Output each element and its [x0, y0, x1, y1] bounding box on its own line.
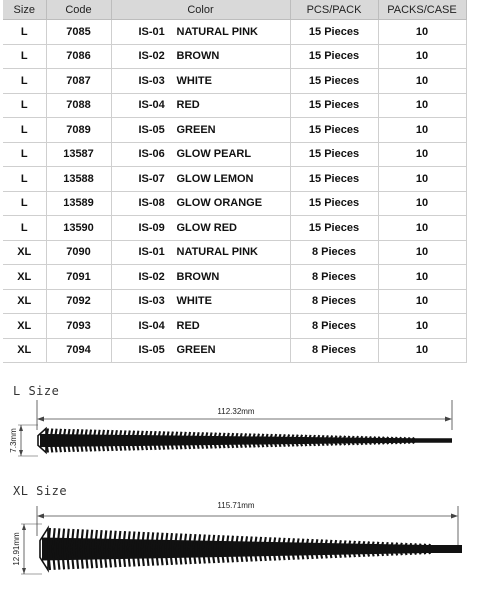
table-row	[3, 240, 466, 265]
color-name: WHITE	[176, 295, 212, 308]
cell-size: L	[3, 93, 46, 118]
table-row	[3, 69, 466, 94]
cell-pcs-pack: 8 Pieces	[290, 314, 378, 339]
cell-code: 7085	[46, 20, 111, 45]
cell-size: XL	[3, 240, 46, 265]
cell-packs-case: 10	[378, 44, 466, 69]
cell-pcs-pack: 15 Pieces	[290, 69, 378, 94]
cell-code: 7094	[46, 338, 111, 363]
cell-color	[111, 118, 290, 143]
xl-arrow-left	[37, 514, 44, 519]
table-row	[3, 167, 466, 192]
color-code: IS-05	[138, 123, 165, 136]
color-name: RED	[176, 99, 200, 112]
cell-code: 13588	[46, 167, 111, 192]
color-name: GLOW PEARL	[176, 148, 252, 161]
cell-code: 7090	[46, 240, 111, 265]
cell-pcs-pack: 8 Pieces	[290, 265, 378, 290]
color-code: IS-06	[138, 148, 165, 161]
color-code: IS-05	[138, 344, 165, 357]
table-row	[3, 338, 466, 363]
cell-packs-case: 10	[378, 118, 466, 143]
table-row	[3, 265, 466, 290]
cell-packs-case: 10	[378, 191, 466, 216]
cell-color	[111, 338, 290, 363]
color-name: NATURAL PINK	[176, 25, 258, 38]
color-name: GREEN	[176, 123, 216, 136]
color-name: GLOW ORANGE	[176, 197, 263, 210]
cell-size: L	[3, 167, 46, 192]
xl-arrow-down	[22, 568, 26, 574]
l-arrow-down	[19, 450, 23, 456]
cell-size: L	[3, 142, 46, 167]
cell-pcs-pack: 8 Pieces	[290, 240, 378, 265]
cell-code: 7088	[46, 93, 111, 118]
cell-color	[111, 44, 290, 69]
color-code: IS-03	[138, 295, 165, 308]
cell-size: XL	[3, 338, 46, 363]
cell-packs-case: 10	[378, 69, 466, 94]
color-code: IS-04	[138, 319, 165, 332]
table-header-row	[3, 0, 466, 20]
cell-color	[111, 191, 290, 216]
cell-color	[111, 93, 290, 118]
cell-size: XL	[3, 289, 46, 314]
cell-code: 7089	[46, 118, 111, 143]
table-row	[3, 314, 466, 339]
xl-size-title: XL Size	[13, 484, 68, 498]
color-name: GREEN	[176, 344, 216, 357]
color-name: GLOW LEMON	[176, 172, 254, 185]
color-name: WHITE	[176, 74, 212, 87]
cell-pcs-pack: 15 Pieces	[290, 118, 378, 143]
header-pcs-pack: PCS/PACK	[290, 0, 378, 20]
l-size-drawing	[0, 398, 486, 470]
xl-height-label: 12.91mm	[12, 532, 21, 566]
cell-size: L	[3, 118, 46, 143]
header-color: Color	[111, 0, 290, 20]
cell-packs-case: 10	[378, 265, 466, 290]
color-name: RED	[176, 319, 200, 332]
l-length-label: 112.32mm	[217, 407, 255, 416]
cell-size: L	[3, 216, 46, 241]
cell-packs-case: 10	[378, 167, 466, 192]
cell-packs-case: 10	[378, 20, 466, 45]
cell-size: XL	[3, 314, 46, 339]
cell-packs-case: 10	[378, 338, 466, 363]
table-row	[3, 93, 466, 118]
cell-packs-case: 10	[378, 216, 466, 241]
cell-size: XL	[3, 265, 46, 290]
cell-pcs-pack: 15 Pieces	[290, 93, 378, 118]
color-code: IS-09	[138, 221, 165, 234]
xl-length-label: 115.71mm	[217, 501, 255, 510]
color-code: IS-04	[138, 99, 165, 112]
spec-table	[3, 0, 467, 363]
header-size: Size	[3, 0, 46, 20]
cell-pcs-pack: 8 Pieces	[290, 289, 378, 314]
cell-color	[111, 167, 290, 192]
l-arrow-up	[19, 425, 23, 431]
table-row	[3, 289, 466, 314]
cell-color	[111, 265, 290, 290]
cell-packs-case: 10	[378, 142, 466, 167]
table-row	[3, 44, 466, 69]
cell-pcs-pack: 15 Pieces	[290, 191, 378, 216]
table-row	[3, 191, 466, 216]
cell-pcs-pack: 15 Pieces	[290, 167, 378, 192]
cell-color	[111, 20, 290, 45]
cell-color	[111, 314, 290, 339]
cell-pcs-pack: 15 Pieces	[290, 20, 378, 45]
cell-pcs-pack: 15 Pieces	[290, 216, 378, 241]
color-code: IS-02	[138, 270, 165, 283]
xl-arrow-up	[22, 524, 26, 530]
cell-color	[111, 289, 290, 314]
cell-code: 7093	[46, 314, 111, 339]
xl-worm-body	[40, 528, 462, 570]
color-code: IS-01	[138, 246, 165, 259]
cell-code: 13590	[46, 216, 111, 241]
xl-size-drawing	[0, 498, 486, 600]
table-row	[3, 118, 466, 143]
xl-arrow-right	[451, 514, 458, 519]
cell-size: L	[3, 44, 46, 69]
cell-code: 7086	[46, 44, 111, 69]
cell-color	[111, 240, 290, 265]
table-row	[3, 142, 466, 167]
header-packs-case: PACKS/CASE	[378, 0, 466, 20]
table-row	[3, 216, 466, 241]
cell-size: L	[3, 69, 46, 94]
l-arrow-left	[37, 417, 44, 422]
cell-packs-case: 10	[378, 240, 466, 265]
cell-packs-case: 10	[378, 289, 466, 314]
cell-code: 7092	[46, 289, 111, 314]
cell-packs-case: 10	[378, 93, 466, 118]
l-arrow-right	[445, 417, 452, 422]
header-code: Code	[46, 0, 111, 20]
color-code: IS-01	[138, 25, 165, 38]
l-height-label: 7.3mm	[9, 428, 18, 453]
cell-size: L	[3, 20, 46, 45]
cell-pcs-pack: 15 Pieces	[290, 44, 378, 69]
color-name: GLOW RED	[176, 221, 237, 234]
color-code: IS-03	[138, 74, 165, 87]
color-name: NATURAL PINK	[176, 246, 258, 259]
color-name: BROWN	[176, 50, 220, 63]
cell-pcs-pack: 8 Pieces	[290, 338, 378, 363]
cell-color	[111, 216, 290, 241]
color-name: BROWN	[176, 270, 220, 283]
color-code: IS-02	[138, 50, 165, 63]
l-worm-body	[38, 429, 452, 453]
color-code: IS-07	[138, 172, 165, 185]
table-row	[3, 20, 466, 45]
cell-code: 7091	[46, 265, 111, 290]
cell-code: 13589	[46, 191, 111, 216]
cell-color	[111, 142, 290, 167]
cell-color	[111, 69, 290, 94]
cell-packs-case: 10	[378, 314, 466, 339]
table-body	[3, 20, 466, 363]
cell-pcs-pack: 15 Pieces	[290, 142, 378, 167]
l-size-title: L Size	[13, 384, 60, 398]
cell-code: 7087	[46, 69, 111, 94]
cell-size: L	[3, 191, 46, 216]
cell-code: 13587	[46, 142, 111, 167]
color-code: IS-08	[138, 197, 165, 210]
